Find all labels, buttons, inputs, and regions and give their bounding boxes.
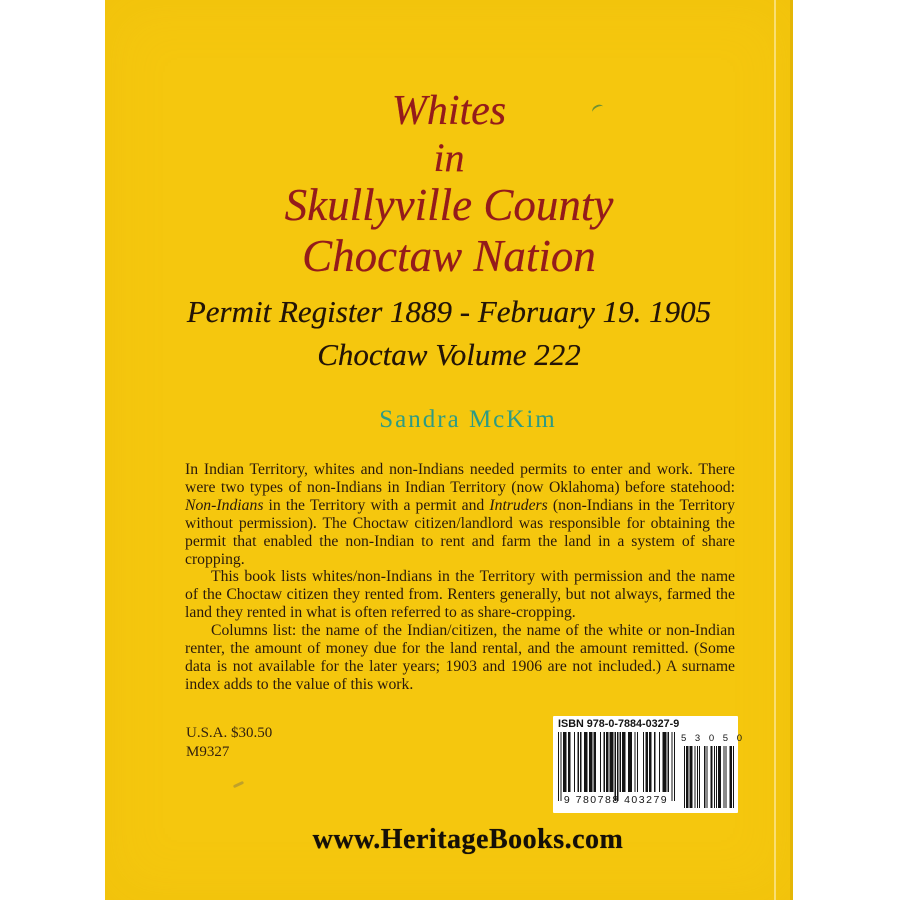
description-text (185, 461, 735, 694)
p1-italic-intruders: Intruders (489, 496, 548, 514)
p1-text: (non-Indians in the Territory without permission). The Choctaw citizen/landlord was responsible for obtaining the permit that enabled the non-Indian to rent and farm the land in a system of share cropping. (185, 496, 735, 568)
barcode-block (553, 716, 745, 813)
cover-crease (774, 0, 776, 900)
scan-smudge (233, 781, 244, 788)
subtitle-volume: Choctaw Volume 222 (317, 337, 581, 372)
price-block (186, 724, 272, 762)
title-line-3: Skullyville County (284, 180, 614, 230)
barcode-addon-digits: 5 3 0 5 0 (681, 733, 745, 744)
author-name: Sandra McKim (379, 406, 557, 433)
description-paragraph-2: This book lists whites/non-Indians in the Territory with permission and the name of the Choctaw citizen they rented from. Renters generally, but not always, farmed the land they rented in what is often referred to as share-cropping. (185, 568, 735, 622)
title-line-4: Choctaw Nation (302, 231, 596, 281)
publisher-website: www.HeritageBooks.com (312, 824, 624, 855)
barcode-digits: 9 780788 403279 (563, 794, 669, 806)
book-back-cover (105, 0, 793, 900)
cover-right-edge (790, 0, 793, 900)
book-title (105, 86, 793, 282)
title-line-1: Whites (391, 88, 507, 134)
description-paragraph-1 (185, 461, 735, 568)
isbn-label: ISBN 978-0-7884-0327-9 (558, 718, 680, 730)
subtitle-permit-register: Permit Register 1889 - February 19. 1905 (186, 294, 712, 329)
title-line-2: in (433, 135, 465, 180)
price-usa: U.S.A. $30.50 (186, 725, 273, 741)
description-paragraph-3: Columns list: the name of the Indian/citizen, the name of the white or non-Indian renter, the amount of money due for the land rental, and the amount remitted. (Some data is not available for the later years; 1903 and 1906 are not included.) A surname index adds to the value of this work. (185, 622, 735, 693)
ean5-addon-barcode (684, 746, 734, 808)
p1-text: In Indian Territory, whites and non-Indians needed permits to enter and work. There were two types of non-Indians in Indian Territory (now Oklahoma) before statehood: (185, 461, 735, 496)
p1-italic-non-indians: Non-Indians (185, 496, 264, 514)
catalog-number: M9327 (186, 744, 230, 760)
p1-text: in the Territory with a permit and (263, 496, 490, 514)
